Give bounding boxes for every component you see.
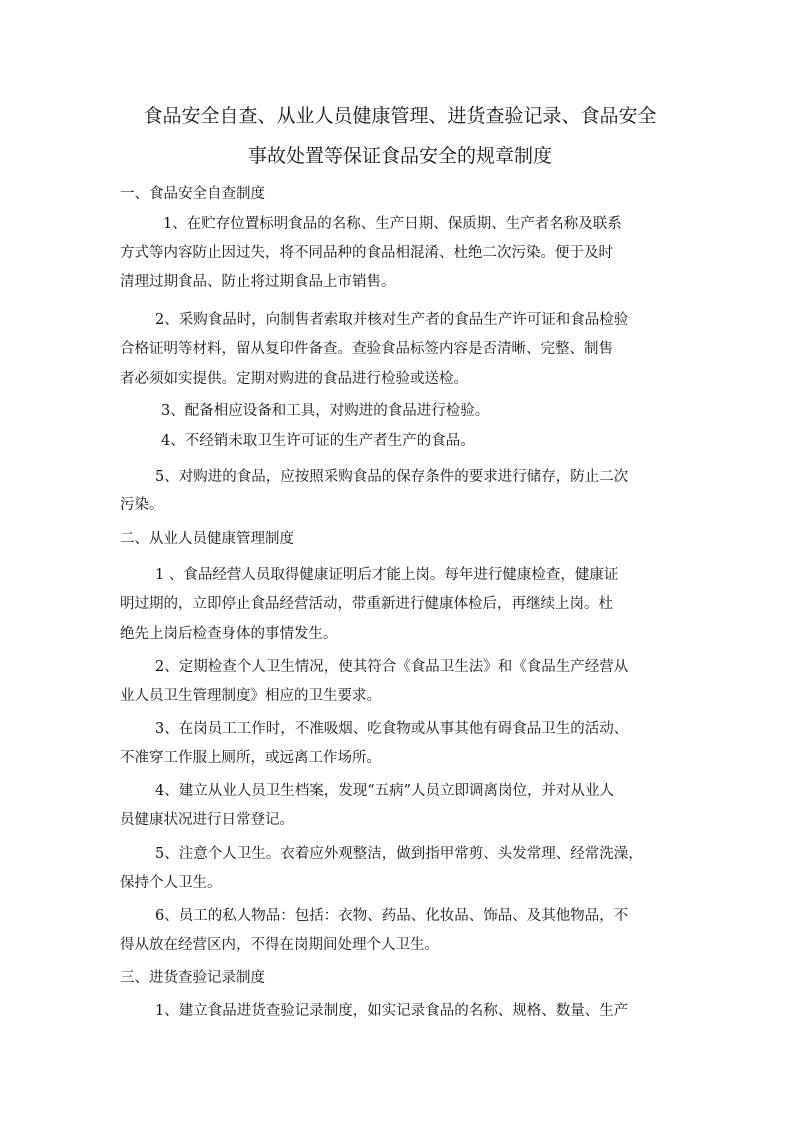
paragraph-line: 5、注意个人卫生。衣着应外观整洁，做到指甲常剪、头发常理、经常洗澡， — [155, 846, 643, 862]
section-heading-food-safety-self-inspection: 一、食品安全自查制度 — [120, 186, 265, 202]
paragraph-line: 方式等内容防止因过失，将不同品种的食品相混淆、杜绝二次污染。便于及时 — [120, 245, 613, 261]
document-title-line-2: 事故处置等保证食品安全的规章制度 — [247, 145, 552, 167]
paragraph-line: 绝先上岗后检查身体的事情发生。 — [120, 626, 338, 642]
section-heading-employee-health-management: 二、从业人员健康管理制度 — [120, 531, 294, 547]
paragraph-line: 明过期的，立即停止食品经营活动，带重新进行健康体检后，再继续上岗。杜 — [120, 596, 613, 612]
paragraph-line: 员健康状况进行日常登记。 — [120, 812, 294, 828]
paragraph-line: 者必须如实提供。定期对购进的食品进行检验或送检。 — [120, 371, 468, 387]
paragraph-line: 污染。 — [120, 497, 164, 513]
paragraph-line: 3、配备相应设备和工具，对购进的食品进行检验。 — [161, 403, 490, 419]
paragraph-line: 2、采购食品时，向制售者索取并核对生产者的食品生产许可证和食品检验 — [155, 312, 629, 328]
paragraph-line: 保持个人卫生。 — [120, 875, 222, 891]
paragraph-line: 1、在贮存位置标明食品的名称、生产日期、保质期、生产者名称及联系 — [163, 216, 622, 232]
paragraph-line: 合格证明等材料，留从复印件备查。查验食品标签内容是否清晰、完整、制售 — [120, 341, 613, 357]
paragraph-line: 1 、食品经营人员取得健康证明后才能上岗。每年进行健康检查，健康证 — [155, 567, 619, 583]
section-heading-purchase-inspection-records: 三、进货查验记录制度 — [120, 970, 265, 986]
paragraph-line: 2、定期检查个人卫生情况，使其符合《食品卫生法》和《食品生产经营从 — [155, 659, 629, 675]
paragraph-line: 得从放在经营区内，不得在岗期间处理个人卫生。 — [120, 937, 439, 953]
document-title-line-1: 食品安全自查、从业人员健康管理、进货查验记录、食品安全 — [143, 105, 657, 127]
paragraph-line: 业人员卫生管理制度》相应的卫生要求。 — [120, 688, 381, 704]
paragraph-line: 3、在岗员工工作时，不准吸烟、吃食物或从事其他有碍食品卫生的活动、 — [155, 721, 629, 737]
paragraph-line: 1、建立食品进货查验记录制度，如实记录食品的名称、规格、数量、生产 — [155, 1003, 629, 1019]
paragraph-line: 不准穿工作服上厕所，或远离工作场所。 — [120, 750, 381, 766]
paragraph-line: 清理过期食品、防止将过期食品上市销售。 — [120, 274, 396, 290]
paragraph-line: 4、不经销未取卫生许可证的生产者生产的食品。 — [161, 433, 475, 449]
paragraph-line: 6、员工的私人物品：包括：衣物、药品、化妆品、饰品、及其他物品，不 — [155, 908, 629, 924]
paragraph-line: 5、对购进的食品，应按照采购食品的保存条件的要求进行储存，防止二次 — [155, 469, 629, 485]
paragraph-line: 4、建立从业人员卫生档案，发现“五病”人员立即调离岗位，并对从业人 — [155, 783, 615, 799]
